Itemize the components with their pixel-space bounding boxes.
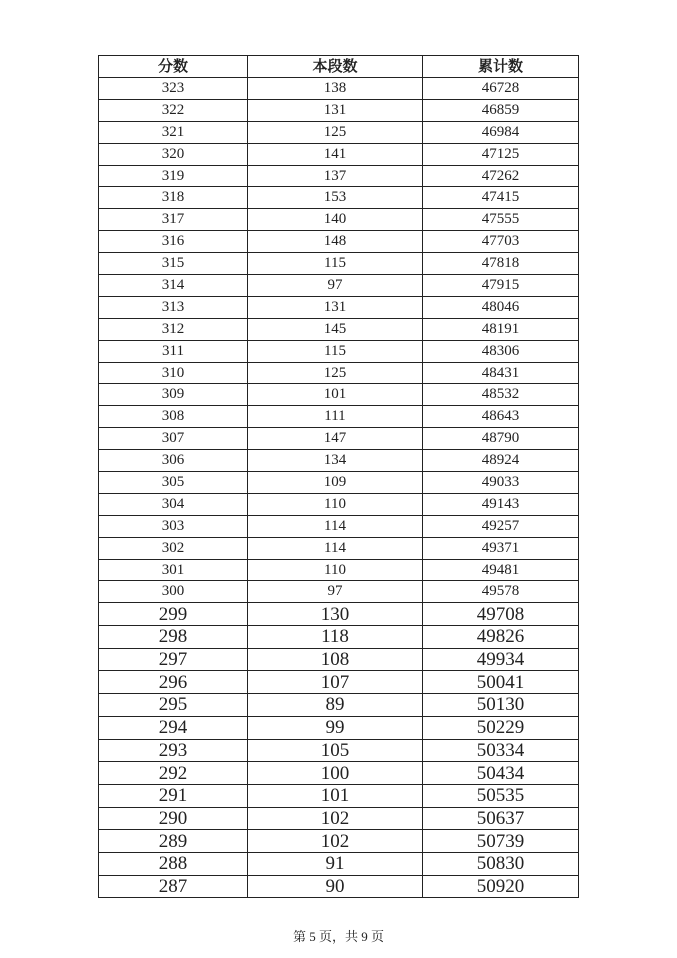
cell-cumulative-count: 48924 <box>423 450 579 472</box>
cell-segment-count: 108 <box>248 648 423 671</box>
cell-segment-count: 138 <box>248 78 423 100</box>
table-row <box>99 99 579 121</box>
cell-cumulative-count: 48790 <box>423 428 579 450</box>
table-row <box>99 515 579 537</box>
cell-score: 311 <box>99 340 248 362</box>
cell-cumulative-count: 50920 <box>423 875 579 898</box>
header-segment-count: 本段数 <box>248 56 423 78</box>
cell-cumulative-count: 50830 <box>423 852 579 875</box>
cell-cumulative-count: 50229 <box>423 716 579 739</box>
score-distribution-table <box>98 55 579 898</box>
cell-segment-count: 107 <box>248 671 423 694</box>
cell-score: 314 <box>99 275 248 297</box>
cell-score: 287 <box>99 875 248 898</box>
cell-score: 288 <box>99 852 248 875</box>
table-row <box>99 428 579 450</box>
cell-score: 296 <box>99 671 248 694</box>
cell-score: 302 <box>99 537 248 559</box>
cell-segment-count: 109 <box>248 472 423 494</box>
table-row <box>99 340 579 362</box>
cell-segment-count: 105 <box>248 739 423 762</box>
cell-segment-count: 114 <box>248 537 423 559</box>
cell-score: 293 <box>99 739 248 762</box>
cell-score: 297 <box>99 648 248 671</box>
table-row <box>99 537 579 559</box>
cell-score: 316 <box>99 231 248 253</box>
cell-cumulative-count: 47262 <box>423 165 579 187</box>
table-row <box>99 762 579 785</box>
table-row <box>99 807 579 830</box>
table-row <box>99 384 579 406</box>
cell-segment-count: 115 <box>248 340 423 362</box>
cell-segment-count: 114 <box>248 515 423 537</box>
cell-score: 312 <box>99 318 248 340</box>
cell-segment-count: 90 <box>248 875 423 898</box>
table-row <box>99 362 579 384</box>
cell-score: 308 <box>99 406 248 428</box>
cell-cumulative-count: 46859 <box>423 99 579 121</box>
cell-score: 319 <box>99 165 248 187</box>
cell-score: 289 <box>99 830 248 853</box>
cell-segment-count: 125 <box>248 362 423 384</box>
cell-cumulative-count: 49143 <box>423 493 579 515</box>
cell-cumulative-count: 49826 <box>423 626 579 649</box>
table-row <box>99 78 579 100</box>
cell-cumulative-count: 49257 <box>423 515 579 537</box>
cell-segment-count: 147 <box>248 428 423 450</box>
cell-segment-count: 111 <box>248 406 423 428</box>
cell-cumulative-count: 47415 <box>423 187 579 209</box>
cell-cumulative-count: 49934 <box>423 648 579 671</box>
cell-cumulative-count: 50041 <box>423 671 579 694</box>
cell-segment-count: 130 <box>248 603 423 626</box>
table-row <box>99 187 579 209</box>
cell-segment-count: 131 <box>248 99 423 121</box>
table-row <box>99 121 579 143</box>
cell-segment-count: 140 <box>248 209 423 231</box>
table-row <box>99 716 579 739</box>
cell-score: 313 <box>99 296 248 318</box>
cell-cumulative-count: 50739 <box>423 830 579 853</box>
table-row <box>99 626 579 649</box>
cell-cumulative-count: 49708 <box>423 603 579 626</box>
cell-cumulative-count: 50535 <box>423 784 579 807</box>
cell-score: 298 <box>99 626 248 649</box>
table-row <box>99 852 579 875</box>
cell-score: 309 <box>99 384 248 406</box>
cell-cumulative-count: 50130 <box>423 694 579 717</box>
cell-score: 299 <box>99 603 248 626</box>
cell-cumulative-count: 48046 <box>423 296 579 318</box>
cell-score: 304 <box>99 493 248 515</box>
cell-score: 318 <box>99 187 248 209</box>
cell-score: 301 <box>99 559 248 581</box>
table-row <box>99 694 579 717</box>
table-row <box>99 296 579 318</box>
cell-score: 292 <box>99 762 248 785</box>
cell-score: 321 <box>99 121 248 143</box>
cell-cumulative-count: 46728 <box>423 78 579 100</box>
table-row <box>99 603 579 626</box>
cell-cumulative-count: 49371 <box>423 537 579 559</box>
page-number: 第 5 页，共 9 页 <box>292 929 384 944</box>
table-row <box>99 143 579 165</box>
cell-cumulative-count: 50637 <box>423 807 579 830</box>
cell-cumulative-count: 50434 <box>423 762 579 785</box>
cell-segment-count: 131 <box>248 296 423 318</box>
table-row <box>99 472 579 494</box>
table-row <box>99 165 579 187</box>
cell-score: 290 <box>99 807 248 830</box>
cell-score: 303 <box>99 515 248 537</box>
cell-segment-count: 134 <box>248 450 423 472</box>
table-row <box>99 581 579 603</box>
cell-score: 295 <box>99 694 248 717</box>
cell-cumulative-count: 47703 <box>423 231 579 253</box>
cell-cumulative-count: 47555 <box>423 209 579 231</box>
cell-score: 315 <box>99 253 248 275</box>
table-row <box>99 450 579 472</box>
cell-cumulative-count: 48191 <box>423 318 579 340</box>
cell-segment-count: 145 <box>248 318 423 340</box>
cell-score: 291 <box>99 784 248 807</box>
cell-segment-count: 102 <box>248 830 423 853</box>
cell-segment-count: 153 <box>248 187 423 209</box>
cell-score: 294 <box>99 716 248 739</box>
cell-cumulative-count: 47818 <box>423 253 579 275</box>
cell-cumulative-count: 46984 <box>423 121 579 143</box>
table-row <box>99 559 579 581</box>
cell-segment-count: 110 <box>248 559 423 581</box>
cell-segment-count: 141 <box>248 143 423 165</box>
cell-segment-count: 110 <box>248 493 423 515</box>
cell-segment-count: 97 <box>248 275 423 297</box>
cell-segment-count: 118 <box>248 626 423 649</box>
cell-score: 317 <box>99 209 248 231</box>
header-row <box>99 56 579 78</box>
cell-segment-count: 137 <box>248 165 423 187</box>
cell-score: 320 <box>99 143 248 165</box>
cell-segment-count: 99 <box>248 716 423 739</box>
table-row <box>99 231 579 253</box>
table-row <box>99 648 579 671</box>
cell-cumulative-count: 47915 <box>423 275 579 297</box>
table-row <box>99 493 579 515</box>
table-row <box>99 875 579 898</box>
cell-score: 305 <box>99 472 248 494</box>
cell-cumulative-count: 50334 <box>423 739 579 762</box>
header-score: 分数 <box>99 56 248 78</box>
cell-score: 322 <box>99 99 248 121</box>
cell-score: 307 <box>99 428 248 450</box>
cell-segment-count: 125 <box>248 121 423 143</box>
table-row <box>99 318 579 340</box>
table-row <box>99 784 579 807</box>
cell-score: 323 <box>99 78 248 100</box>
cell-cumulative-count: 48643 <box>423 406 579 428</box>
cell-score: 306 <box>99 450 248 472</box>
cell-segment-count: 91 <box>248 852 423 875</box>
cell-cumulative-count: 49578 <box>423 581 579 603</box>
cell-cumulative-count: 47125 <box>423 143 579 165</box>
table-row <box>99 406 579 428</box>
cell-segment-count: 102 <box>248 807 423 830</box>
cell-cumulative-count: 48431 <box>423 362 579 384</box>
cell-segment-count: 148 <box>248 231 423 253</box>
cell-cumulative-count: 49481 <box>423 559 579 581</box>
cell-score: 300 <box>99 581 248 603</box>
cell-segment-count: 101 <box>248 384 423 406</box>
table-row <box>99 830 579 853</box>
cell-segment-count: 97 <box>248 581 423 603</box>
cell-segment-count: 101 <box>248 784 423 807</box>
table-row <box>99 209 579 231</box>
cell-cumulative-count: 48532 <box>423 384 579 406</box>
cell-segment-count: 100 <box>248 762 423 785</box>
header-cumulative-count: 累计数 <box>423 56 579 78</box>
table-row <box>99 253 579 275</box>
cell-segment-count: 89 <box>248 694 423 717</box>
cell-cumulative-count: 49033 <box>423 472 579 494</box>
cell-segment-count: 115 <box>248 253 423 275</box>
table-row <box>99 671 579 694</box>
table-row <box>99 275 579 297</box>
table-row <box>99 739 579 762</box>
cell-score: 310 <box>99 362 248 384</box>
cell-cumulative-count: 48306 <box>423 340 579 362</box>
